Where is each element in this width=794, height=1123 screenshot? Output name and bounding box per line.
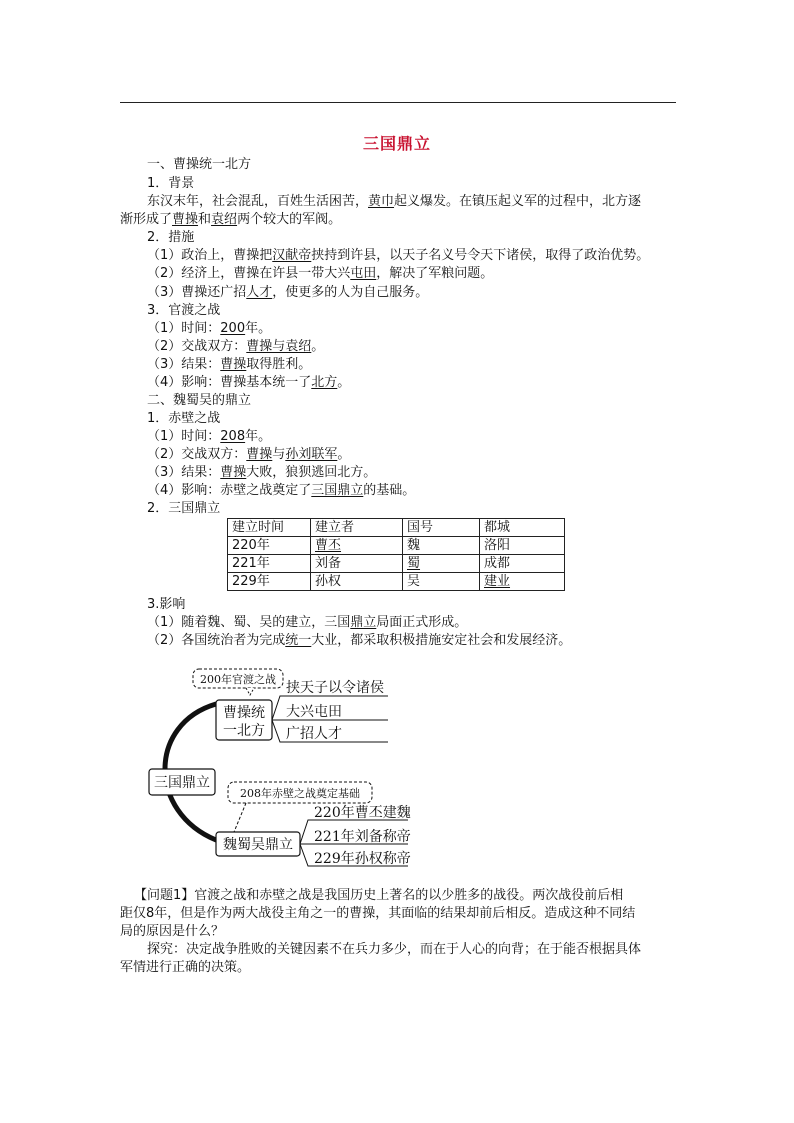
page-title: 三国鼎立: [362, 134, 431, 153]
table-header-row: [228, 519, 565, 537]
guandu-parties: （2）交战双方：曹操与袁绍。: [147, 339, 325, 354]
leaf-label: 220年曹丕建魏: [314, 805, 411, 821]
question-line-1: 【问题1】官渡之战和赤壁之战是我国历史上著名的以少胜多的战役。两次战役前后相: [134, 888, 624, 903]
chibi-time: （1）时间：208年。: [147, 429, 272, 444]
section-heading-2: 二、魏蜀吴的鼎立: [147, 393, 252, 408]
three-kingdoms-table: [227, 518, 565, 591]
measure-1: （1）政治上，曹操把汉献帝挟持到许县，以天子名义号令天下诸侯，取得了政治优势。: [147, 248, 650, 263]
table-cell: 蜀: [403, 555, 480, 573]
table-row: [228, 537, 565, 555]
subheading-three-kingdoms: 2．三国鼎立: [147, 501, 221, 516]
table-cell: 成都: [480, 555, 565, 573]
chibi-result: （3）结果：曹操大败，狼狈逃回北方。: [147, 465, 377, 480]
question-line-3: 局的原因是什么？: [120, 924, 225, 939]
table-row: [228, 573, 565, 591]
table-header-cell: 建立时间: [228, 519, 311, 537]
table-header-cell: 都城: [480, 519, 565, 537]
root-label: 三国鼎立: [154, 775, 210, 791]
measure-3: （3）曹操还广招人才，使更多的人为自己服务。: [147, 285, 429, 300]
table-cell: 刘备: [311, 555, 403, 573]
answer-line-1: 探究：决定战争胜败的关键因素不在兵力多少，而在于人心的向背；在于能否根据具体: [147, 942, 642, 957]
subheading-background: 1．背景: [147, 176, 195, 191]
section-heading-1: 一、曹操统一北方: [147, 157, 252, 172]
background-line-1: 东汉末年，社会混乱，百姓生活困苦，黄巾起义爆发。在镇压起义军的过程中，北方逐: [147, 194, 642, 209]
leaf-label: 广招人才: [286, 726, 342, 742]
table-cell: 221年: [228, 555, 311, 573]
table-header-cell: 国号: [403, 519, 480, 537]
table-cell: 洛阳: [480, 537, 565, 555]
leaf-label: 大兴屯田: [286, 704, 342, 720]
guandu-time: （1）时间：200年。: [147, 321, 272, 336]
leaf-label: 229年孙权称帝: [314, 851, 411, 867]
branch-1-line-2: 一北方: [223, 723, 265, 739]
subheading-chibi: 1．赤壁之战: [147, 411, 221, 426]
chibi-impact: （4）影响：赤壁之战奠定了三国鼎立的基础。: [147, 483, 416, 498]
influence-1: （1）随着魏、蜀、吴的建立，三国鼎立局面正式形成。: [147, 615, 468, 630]
subheading-measures: 2．措施: [147, 230, 195, 245]
measure-2: （2）经济上，曹操在许县一带大兴屯田，解决了军粮问题。: [147, 266, 494, 281]
table-cell: 曹丕: [311, 537, 403, 555]
influence-2: （2）各国统治者为完成统一大业，都采取积极措施安定社会和发展经济。: [147, 633, 572, 648]
chibi-parties: （2）交战双方：曹操与孙刘联军。: [147, 447, 351, 462]
leaf-label: 挟天子以令诸侯: [286, 680, 384, 696]
note-guandu-label: 200年官渡之战: [200, 673, 276, 686]
note-pointer: [246, 688, 254, 695]
guandu-result: （3）结果：曹操取得胜利。: [147, 357, 312, 372]
note-chibi-label: 208年赤壁之战奠定基础: [240, 787, 360, 800]
branch-1-line-1: 曹操统: [223, 705, 265, 721]
note-pointer: [234, 803, 246, 832]
table-cell: 魏: [403, 537, 480, 555]
table-row: [228, 555, 565, 573]
table-cell: 孙权: [311, 573, 403, 591]
mind-map-diagram: [140, 662, 430, 874]
branch-2-label: 魏蜀吴鼎立: [223, 837, 293, 853]
guandu-impact: （4）影响：曹操基本统一了北方。: [147, 375, 351, 390]
table-cell: 建业: [480, 573, 565, 591]
answer-line-2: 军情进行正确的决策。: [120, 960, 251, 975]
leaf-label: 221年刘备称帝: [314, 829, 411, 845]
subheading-guandu: 3．官渡之战: [147, 303, 221, 318]
table-cell: 220年: [228, 537, 311, 555]
background-line-2: 渐形成了曹操和袁绍两个较大的军阀。: [120, 212, 342, 227]
table-cell: 229年: [228, 573, 311, 591]
question-line-2: 距仅8年，但是作为两大战役主角之一的曹操，其面临的结果却前后相反。造成这种不同结: [120, 906, 636, 921]
table-cell: 吴: [403, 573, 480, 591]
table-header-cell: 建立者: [311, 519, 403, 537]
header-rule: [120, 102, 676, 103]
subheading-influence: 3.影响: [147, 597, 186, 612]
